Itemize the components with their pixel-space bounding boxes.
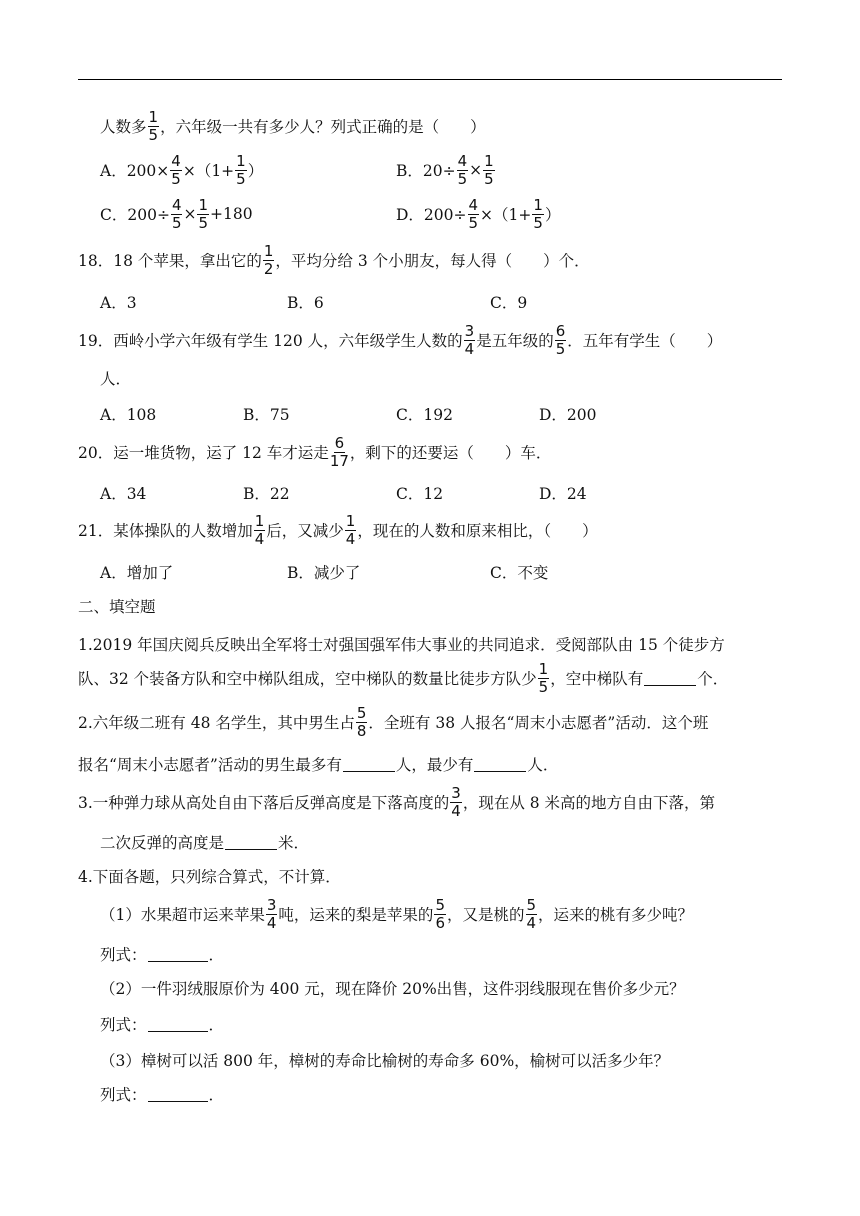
f4-formula-3: 列式： ． xyxy=(100,1086,225,1104)
q21-option-c[interactable]: C．不变 xyxy=(490,564,549,582)
fraction: $\frac{5}{8}$ xyxy=(356,703,367,740)
fraction: $\frac{1}{5}$ xyxy=(198,195,209,232)
section-title: 二、填空题 xyxy=(78,598,156,616)
fraction: $\frac{4}{5}$ xyxy=(457,151,468,188)
q20-option-b[interactable]: B．22 xyxy=(243,485,290,503)
fraction: $\frac{4}{5}$ xyxy=(171,195,182,232)
fraction: $\frac{3}{4}$ xyxy=(266,895,277,932)
answer-blank[interactable] xyxy=(644,671,696,686)
q20-text: 20．运一堆货物，运了 12 车才运走 $\frac{6}{17}$ ，剩下的还要运（ ）车． xyxy=(78,433,552,470)
fraction: $\frac{6}{5}$ xyxy=(555,321,566,358)
f4-formula-1: 列式： ． xyxy=(100,946,225,964)
f4-sub2: （2）一件羽绒服原价为 400 元，现在降价 20%出售，这件羽线服现在售价多少元？ xyxy=(100,980,685,998)
answer-blank[interactable] xyxy=(225,835,277,850)
fraction: $\frac{1}{5}$ xyxy=(148,107,159,144)
q19-option-c[interactable]: C．192 xyxy=(396,406,453,424)
fraction: $\frac{1}{4}$ xyxy=(254,511,265,548)
fraction: $\frac{4}{5}$ xyxy=(171,151,181,188)
q17-text-a: 人数多 xyxy=(100,118,147,136)
q18-text: 18．18 个苹果，拿出它的 $\frac{1}{2}$ ，平均分给 3 个小朋友，每人得（ ）个． xyxy=(78,241,590,278)
q17-option-c[interactable]: C．200÷ $\frac{4}{5}$ × $\frac{1}{5}$ +180 xyxy=(100,195,253,232)
fraction: $\frac{1}{5}$ xyxy=(533,195,543,232)
fraction: $\frac{1}{5}$ xyxy=(538,659,549,696)
f2-line1: 2.六年级二班有 48 名学生，其中男生占 $\frac{5}{8}$ ．全班有 38 人报名“周末小志愿者”活动．这个班 xyxy=(78,703,709,740)
q18-option-a[interactable]: A．3 xyxy=(100,294,137,312)
q17-option-b[interactable]: B．20÷ $\frac{4}{5}$ × $\frac{1}{5}$ xyxy=(396,151,494,188)
answer-blank[interactable] xyxy=(148,1087,208,1102)
f4-sub1: （1）水果超市运来苹果 $\frac{3}{4}$ 吨，运来的梨是苹果的 $\frac{5}{6}$ ，又是桃的 $\frac{5}{4}$ ，运来的桃有多少吨？ xyxy=(100,895,694,932)
q17-option-d[interactable]: D．200÷ $\frac{4}{5}$ ×（1+ $\frac{1}{5}$ ） xyxy=(396,195,561,232)
f3-line2: 二次反弹的高度是 米． xyxy=(100,834,310,852)
q19-option-b[interactable]: B．75 xyxy=(243,406,290,424)
q19-option-d[interactable]: D．200 xyxy=(539,406,597,424)
fraction: $\frac{6}{17}$ xyxy=(329,433,349,470)
q20-option-a[interactable]: A．34 xyxy=(100,485,147,503)
q21-text: 21．某体操队的人数增加 $\frac{1}{4}$ 后，又减少 $\frac{1}{4}$ ，现在的人数和原来相比，（ ） xyxy=(78,511,598,548)
fraction: $\frac{1}{2}$ xyxy=(263,241,274,278)
q17-text xyxy=(100,106,486,146)
answer-blank[interactable] xyxy=(148,1017,208,1032)
q17-option-a[interactable]: A．200× $\frac{4}{5}$ ×（1+ $\frac{1}{5}$ ） xyxy=(100,151,264,188)
q21-option-b[interactable]: B．减少了 xyxy=(287,564,361,582)
q20-option-d[interactable]: D．24 xyxy=(539,485,587,503)
header-rule xyxy=(78,79,782,80)
fraction: $\frac{1}{4}$ xyxy=(345,511,356,548)
q19-option-a[interactable]: A．108 xyxy=(100,406,157,424)
fraction: $\frac{3}{4}$ xyxy=(451,783,461,820)
q18-option-b[interactable]: B．6 xyxy=(287,294,324,312)
f4-title: 4.下面各题，只列综合算式，不计算． xyxy=(78,868,341,886)
fraction: $\frac{5}{6}$ xyxy=(435,895,445,932)
q20-option-c[interactable]: C．12 xyxy=(396,485,444,503)
q19-text: 19．西岭小学六年级有学生 120 人，六年级学生人数的 $\frac{3}{4}$ 是五年级的 $\frac{6}{5}$ ．五年有学生（ ） xyxy=(78,321,723,358)
q17-text-b: ，六年级一共有多少人？列式正确的是（ ） xyxy=(160,118,486,136)
answer-blank[interactable] xyxy=(474,757,526,772)
f4-formula-2: 列式： ． xyxy=(100,1016,225,1034)
f2-line2: 报名“周末小志愿者”活动的男生最多有 人，最少有 人． xyxy=(78,756,559,774)
q21-option-a[interactable]: A．增加了 xyxy=(100,564,174,582)
answer-blank[interactable] xyxy=(343,757,395,772)
q18-option-c[interactable]: C．9 xyxy=(490,294,528,312)
answer-blank[interactable] xyxy=(148,947,208,962)
fraction: $\frac{3}{4}$ xyxy=(464,321,475,358)
f1-line2: 队、32 个装备方队和空中梯队组成，空中梯队的数量比徒步方队少 $\frac{1}{5}$ ，空中梯队有 个． xyxy=(78,659,729,696)
fraction: $\frac{5}{4}$ xyxy=(526,895,537,932)
f4-sub3: （3）樟树可以活 800 年，樟树的寿命比榆树的寿命多 60%，榆树可以活多少年？ xyxy=(100,1052,670,1070)
fraction: $\frac{4}{5}$ xyxy=(468,195,479,232)
q19-text-cont: 人． xyxy=(100,370,132,388)
f3-line1: 3.一种弹力球从高处自由下落后反弹高度是下落高度的 $\frac{3}{4}$ ，现在从 8 米高的地方自由下落，第 xyxy=(78,783,716,820)
f1-line1: 1.2019 年国庆阅兵反映出全军将士对强国强军伟大事业的共同追求．受阅部队由 15 个徒步方 xyxy=(78,636,725,654)
fraction: $\frac{1}{5}$ xyxy=(236,151,246,188)
fraction: $\frac{1}{5}$ xyxy=(484,151,494,188)
